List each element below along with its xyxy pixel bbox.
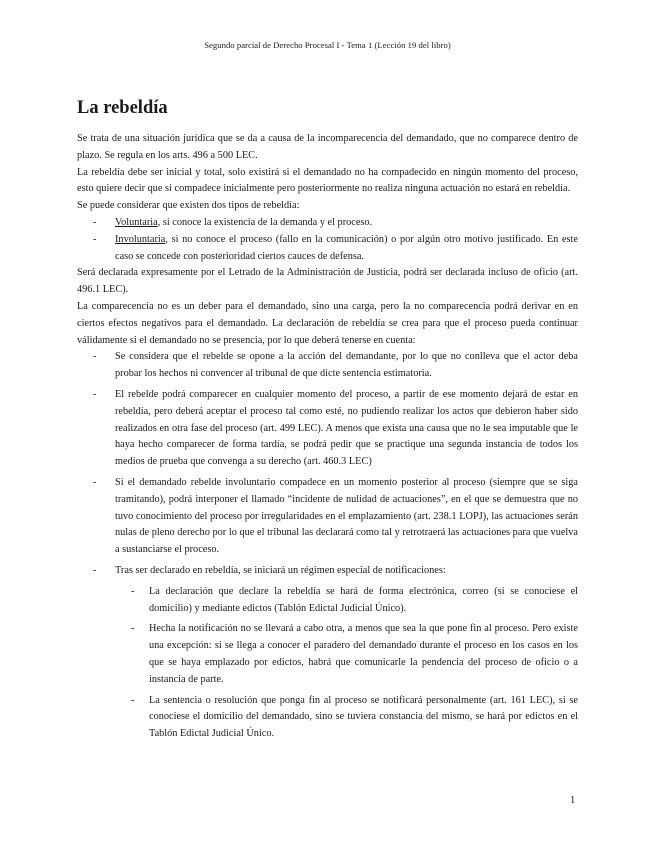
list-dash: - [131,694,135,706]
paragraph-definition: Se trata de una situación jurídica que se da a causa de la incomparecencia del demandado, que no comparece dentro de plazo. Se regula en los arts. 496 a 500 LEC. [77,133,578,161]
list-item-text: El rebelde podrá comparecer en cualquier momento del proceso, a partir de ese momento dejará de estar en rebeldía, pero deberá aceptar el proceso tal como esté, no pudiendo realizar los actos que debieron haber sido realizados en otra fase del proceso (art. 499 LEC). A menos que exista una causa que no le sea imputable que le haya hecho comparecer de forma tardía, se podrá pedir que se practique una segunda instancia de todos los medios de prueba que convenga a su derecho (art. 460.3 LEC) [115,388,578,468]
sub-list-item [115,693,578,743]
effects-list [77,349,578,743]
page-header: Segundo parcial de Derecho Procesal I - Tema 1 (Lección 19 del libro) [204,40,451,50]
list-dash: - [93,351,97,363]
document-body [77,96,578,743]
list-item [77,232,578,266]
types-list [77,215,578,265]
term-involuntaria: Involuntaria [115,233,166,245]
list-dash: - [131,585,135,597]
sub-list-item [115,584,578,618]
list-dash: - [93,216,97,228]
list-item [77,563,578,743]
page-number: 1 [570,795,576,806]
list-dash: - [93,233,97,245]
paragraph-declaration: Será declarada expresamente por el Letrado de la Administración de Justicia, podrá ser declarada incluso de oficio (art. 496.1 LEC). [77,267,578,296]
paragraph-burden: La comparecencia no es un deber para el demandado, sino una carga, pero la no comparecencia podrá derivar en en ciertos efectos negativos para el demandado. La declaración de rebeldía se crea para que el proceso pueda continuar válidamente si el demandado no se presencia, por lo que deberá tenerse en cuenta: [77,300,578,346]
list-dash: - [93,564,97,576]
section-title: La rebeldía [77,98,168,118]
list-item-text: La sentencia o resolución que ponga fin al proceso se notificará personalmente (art. 161 LEC), si se conociese el domicilio del demandado, sino se tuviera constancia del mismo, se hará por edictos en el Tablón Edictal Judicial Único. [149,694,578,740]
paragraph-types-intro: Se puede considerar que existen dos tipos de rebeldía: [77,200,300,212]
list-item [77,475,578,559]
term-voluntaria: Voluntaria [115,216,158,228]
list-dash: - [93,476,97,488]
list-item-text: Si el demandado rebelde involuntario compadece en un momento posterior al proceso (siempre que se siga tramitando), podrá interponer el llamado “incidente de nulidad de actuaciones”, en el que se demuestra que no tuvo conocimiento del proceso por irregularidades en el emplazamiento (art. 238.1 LOPJ), las actuaciones serán nulas de pleno derecho por lo que el tribunal las declarará como tal y retrotraerá las actuaciones para que vuelva a sustanciarse el proceso. [115,476,578,556]
term-description: , si no conoce el proceso (fallo en la comunicación) o por algún otro motivo justificado. En este caso se concede con posterioridad ciertos cauces de defensa. [115,233,578,262]
list-dash: - [93,388,97,400]
list-item-text: La declaración que declare la rebeldía se hará de forma electrónica, correo (si se conociese el domicilio) y mediante edictos (Tablón Edictal Judicial Único). [149,585,578,614]
list-item-text: Se considera que el rebelde se opone a la acción del demandante, por lo que no conlleva que el actor deba probar los hechos ni convencer al tribunal de que dicte sentencia estimatoria. [115,351,578,380]
sub-list-item [115,621,578,688]
notifications-list [115,584,578,743]
paragraph-initial-total: La rebeldía debe ser inicial y total, solo existirá si el demandado no ha compadecido en ningún momento del proceso, esto quiere decir que si compadece inicialmente pero posteriormente no realiza ninguna actuación no estará en rebeldía. [77,166,578,195]
term-description: , si conoce la existencia de la demanda y el proceso. [157,216,373,228]
list-dash: - [131,623,135,635]
list-item-text: Hecha la notificación no se llevará a cabo otra, a menos que sea la que pone fin al proceso. Pero existe una excepción: si se llega a conocer el paradero del demandado durante el proceso en los casos en los que se haya emplazado por edictos, habrá que comunicarle la pendencia del proceso de oficio o a instancia de parte. [149,623,578,685]
list-item [77,215,578,232]
list-item-text: Tras ser declarado en rebeldía, se iniciará un régimen especial de notificaciones: [115,564,446,576]
list-item [77,387,578,471]
list-item [77,349,578,383]
